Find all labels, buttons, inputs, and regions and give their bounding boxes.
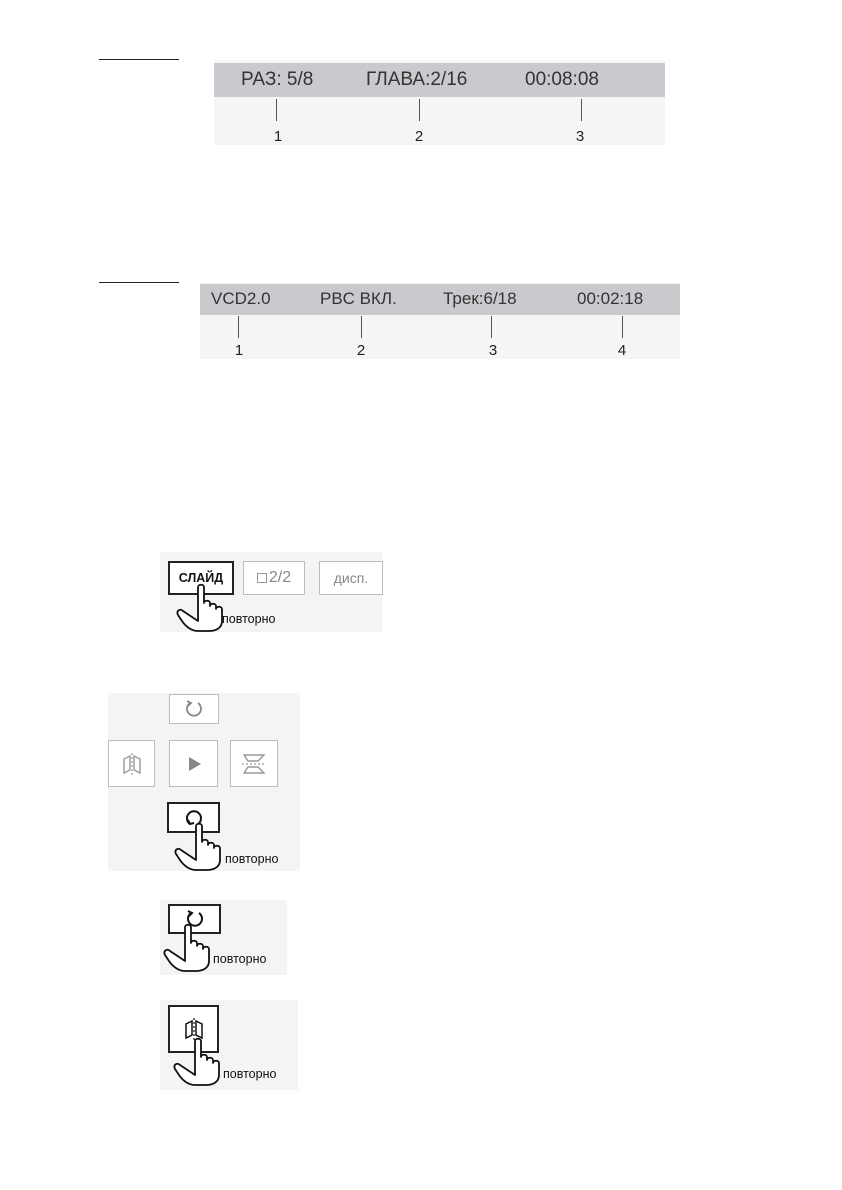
slide-button-label: СЛАЙД: [178, 571, 224, 585]
rotate-top-button[interactable]: [169, 694, 219, 724]
mirror-horizontal-icon: [119, 751, 145, 777]
repeat-hint: повторно: [225, 852, 279, 866]
callout-number: 2: [414, 128, 424, 145]
callout-number: 4: [617, 342, 627, 359]
callout-line: [361, 316, 362, 338]
callout-line: [419, 99, 420, 121]
page-button[interactable]: [243, 561, 305, 595]
play-icon: [184, 754, 204, 774]
callout-line: [581, 99, 582, 121]
callout-number: 3: [488, 342, 498, 359]
vcd-track-counter: Трек:6/18: [443, 289, 517, 308]
callout-line: [491, 316, 492, 338]
repeat-hint: повторно: [223, 1067, 277, 1081]
callout-number: 1: [234, 342, 244, 359]
page-button-label: 2/2: [268, 569, 292, 586]
vcd-elapsed-time: 00:02:18: [577, 289, 644, 308]
callout-line: [622, 316, 623, 338]
section-rule-2: [99, 282, 179, 283]
play-button[interactable]: [169, 740, 218, 787]
page-square-icon: [257, 573, 267, 583]
dvd-status-bar: [214, 63, 665, 97]
display-button-label: дисп.: [333, 570, 369, 586]
flip-button[interactable]: [230, 740, 278, 787]
display-button[interactable]: [319, 561, 383, 595]
flip-vertical-icon: [240, 751, 268, 777]
repeat-hint: повторно: [213, 952, 267, 966]
repeat-hint: повторно: [222, 612, 276, 626]
callout-line: [276, 99, 277, 121]
callout-number: 1: [273, 128, 283, 145]
callout-number: 2: [356, 342, 366, 359]
vcd-pbc-status: PBC ВКЛ.: [320, 289, 397, 308]
vcd-status-bar: [200, 284, 680, 315]
vcd-format: VCD2.0: [211, 289, 271, 308]
callout-number: 3: [575, 128, 585, 145]
pointing-hand-icon: [174, 822, 232, 872]
rotate-cw-icon: [183, 698, 205, 720]
dvd-elapsed-time: 00:08:08: [525, 69, 599, 90]
callout-line: [238, 316, 239, 338]
mirror-button[interactable]: [108, 740, 155, 787]
section-rule-1: [99, 59, 179, 60]
dvd-chapter-counter: ГЛАВА:2/16: [366, 69, 468, 90]
dvd-title-counter: РАЗ: 5/8: [241, 69, 314, 90]
